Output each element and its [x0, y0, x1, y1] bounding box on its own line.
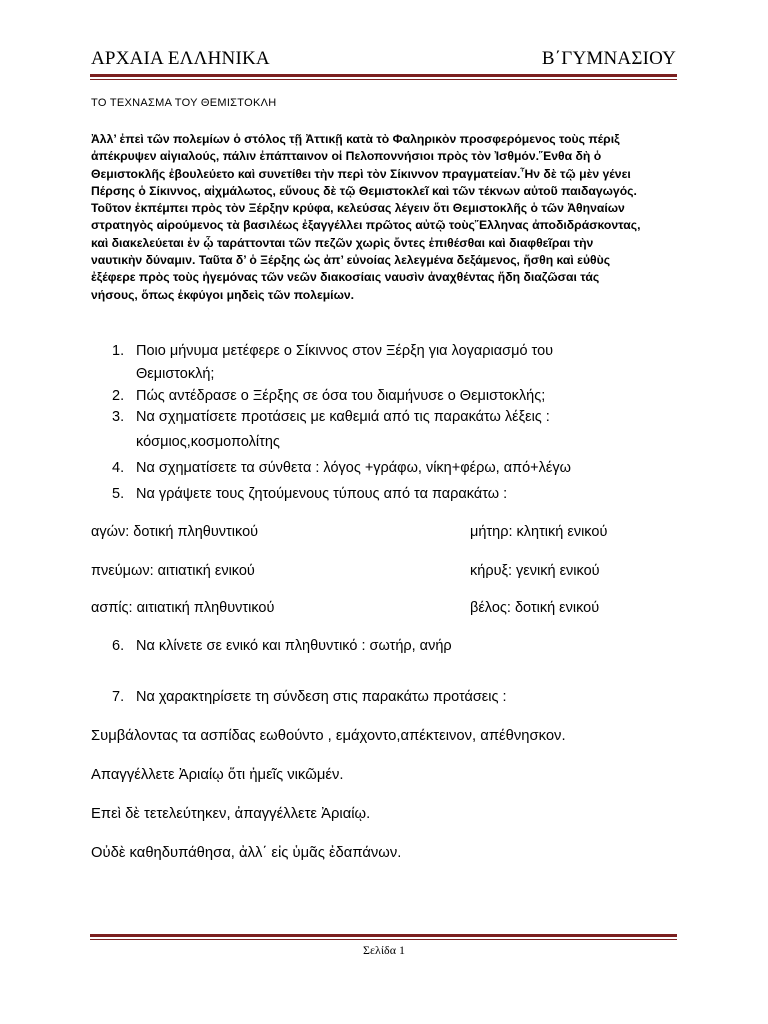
- question-text: κόσμιος,κοσμοπολίτης: [136, 434, 280, 450]
- sentence: Οὐδὲ καθηδυπάθησα, ἀλλ΄ εἰς ὑμᾶς ἐδαπάνων.: [91, 845, 402, 861]
- passage-line: Πέρσης ὁ Σίκιννος, αἰχμάλωτος, εὔνους δὲ τῷ Θεμιστοκλεῖ καὶ τῶν τέκνων αὐτοῦ παιδαγωγός.: [91, 183, 637, 198]
- header-subject: ΑΡΧΑΙΑ ΕΛΛΗΝΙΚΑ: [91, 48, 270, 69]
- form-item: μήτηρ: κλητική ενικού: [470, 524, 608, 540]
- question-text: Να σχηματίσετε προτάσεις με καθεμιά από τις παρακάτω λέξεις :: [136, 409, 550, 425]
- header-rule-thin: [90, 79, 677, 80]
- passage-line: νήσους, ὅπως ἐκφύγοι μηδεὶς τῶν πολεμίων.: [91, 287, 355, 302]
- sentence: Απαγγέλλετε Ἀριαίῳ ὅτι ἡμεῖς νικῶμέν.: [91, 767, 344, 783]
- form-item: βέλος: δοτική ενικού: [470, 600, 600, 616]
- question-number: 5.: [112, 486, 125, 502]
- question-text: Να γράψετε τους ζητούμενους τύπους από τα παρακάτω :: [136, 486, 508, 502]
- passage-line: Τοῦτον ἐκπέμπει πρὸς τὸν Ξέρξην κρύφα, κελεύσας λέγειν ὅτι Θεμιστοκλῆς ὁ τῶν Ἀθηναίων: [91, 201, 625, 216]
- passage-line: καὶ διακελεύεται ἐν ᾧ ταράττονται τῶν πεζῶν χωρὶς ὄντες ἐπιθέσθαι καὶ διαφθεῖραι τὴν: [91, 235, 594, 250]
- footer-rule-thin: [90, 939, 677, 940]
- sentence: Συμβάλοντας τα ασπίδας εωθούντο , εμάχοντο,απέκτεινον, απέθνησκον.: [91, 728, 566, 744]
- question-5: [112, 483, 672, 506]
- form-item: ασπίς: αιτιατική πληθυντικού: [91, 600, 275, 616]
- question-1: [112, 340, 672, 386]
- question-text: Πώς αντέδρασε ο Ξέρξης σε όσα του διαμήνυσε ο Θεμιστοκλής;: [136, 388, 546, 404]
- question-number: 7.: [112, 689, 125, 705]
- header-class: Β΄ΓΥΜΝΑΣΙΟΥ: [541, 48, 676, 69]
- passage-line: ἀπέκρυψεν αἰγιαλούς, πάλιν ἐπάπταινον οἱ Πελοποννήσιοι πρὸς τὸν Ἰσθμόν.῞Ενθα δὴ ὁ: [91, 149, 602, 164]
- form-item: κήρυξ: γενική ενικού: [470, 563, 600, 579]
- passage-line: Θεμιστοκλῆς ἐβουλεύετο καὶ συνετίθει τὴν περὶ τὸν Σίκιννον πραγματείαν.῏Ην δὲ τῷ μὲν γένει: [91, 166, 631, 181]
- question-7: [112, 686, 672, 709]
- form-item: αγών: δοτική πληθυντικού: [91, 524, 259, 540]
- question-text: Να χαρακτηρίσετε τη σύνδεση στις παρακάτω προτάσεις :: [136, 689, 507, 705]
- question-text: Ποιο μήνυμα μετέφερε ο Σίκιννος στον Ξέρξη για λογαριασμό του: [136, 343, 554, 359]
- question-2: [112, 385, 672, 408]
- passage-line: Ἀλλ’ ἐπεὶ τῶν πολεμίων ὁ στόλος τῇ Ἀττικῇ κατὰ τὸ Φαληρικὸν προσφερόμενος τοὺς πέριξ: [91, 132, 620, 146]
- ancient-passage: [91, 131, 681, 304]
- question-number: 2.: [112, 388, 125, 404]
- page-number: Σελίδα 1: [362, 943, 405, 957]
- question-text: Να κλίνετε σε ενικό και πληθυντικό : σωτήρ, ανήρ: [136, 638, 452, 654]
- question-6: [112, 635, 672, 658]
- text-title: ΤΟ ΤΕΧΝΑΣΜΑ ΤΟΥ ΘΕΜΙΣΤΟΚΛΗ: [91, 97, 277, 109]
- question-number: 3.: [112, 409, 125, 425]
- sentence: Επεὶ δὲ τετελεύτηκεν, ἀπαγγέλλετε Ἀριαίῳ.: [91, 806, 371, 822]
- question-number: 6.: [112, 638, 125, 654]
- passage-line: ναυτικὴν δύναμιν. Ταῦτα δ’ ὁ Ξέρξης ὡς ἀπ’ εὐνοίας λελεγμένα δεξάμενος, ἥσθη καὶ εὐθὺς: [91, 253, 611, 268]
- passage-line: στρατηγὸς αἱρούμενος τὰ βασιλέως ἐξαγγέλλει πρῶτος αὐτῷ τοὺς῞Ελληνας ἀποδιδράσκοντας,: [91, 218, 641, 233]
- footer-rule: [90, 934, 677, 937]
- header-rule: [90, 74, 677, 77]
- form-item: πνεύμων: αιτιατική ενικού: [91, 563, 255, 579]
- passage-line: ἐξέφερε πρὸς τοὺς ἡγεμόνας τῶν νεῶν διακοσίαις ναυσὶν ἀναχθέντας ἤδη διαζῶσαι τάς: [91, 270, 600, 285]
- question-text: Να σχηματίσετε τα σύνθετα : λόγος +γράφω, νίκη+φέρω, από+λέγω: [136, 460, 571, 476]
- question-text: Θεμιστοκλή;: [136, 366, 215, 382]
- question-4: [112, 457, 672, 480]
- question-number: 1.: [112, 343, 125, 359]
- question-number: 4.: [112, 460, 125, 476]
- question-3: [112, 406, 672, 454]
